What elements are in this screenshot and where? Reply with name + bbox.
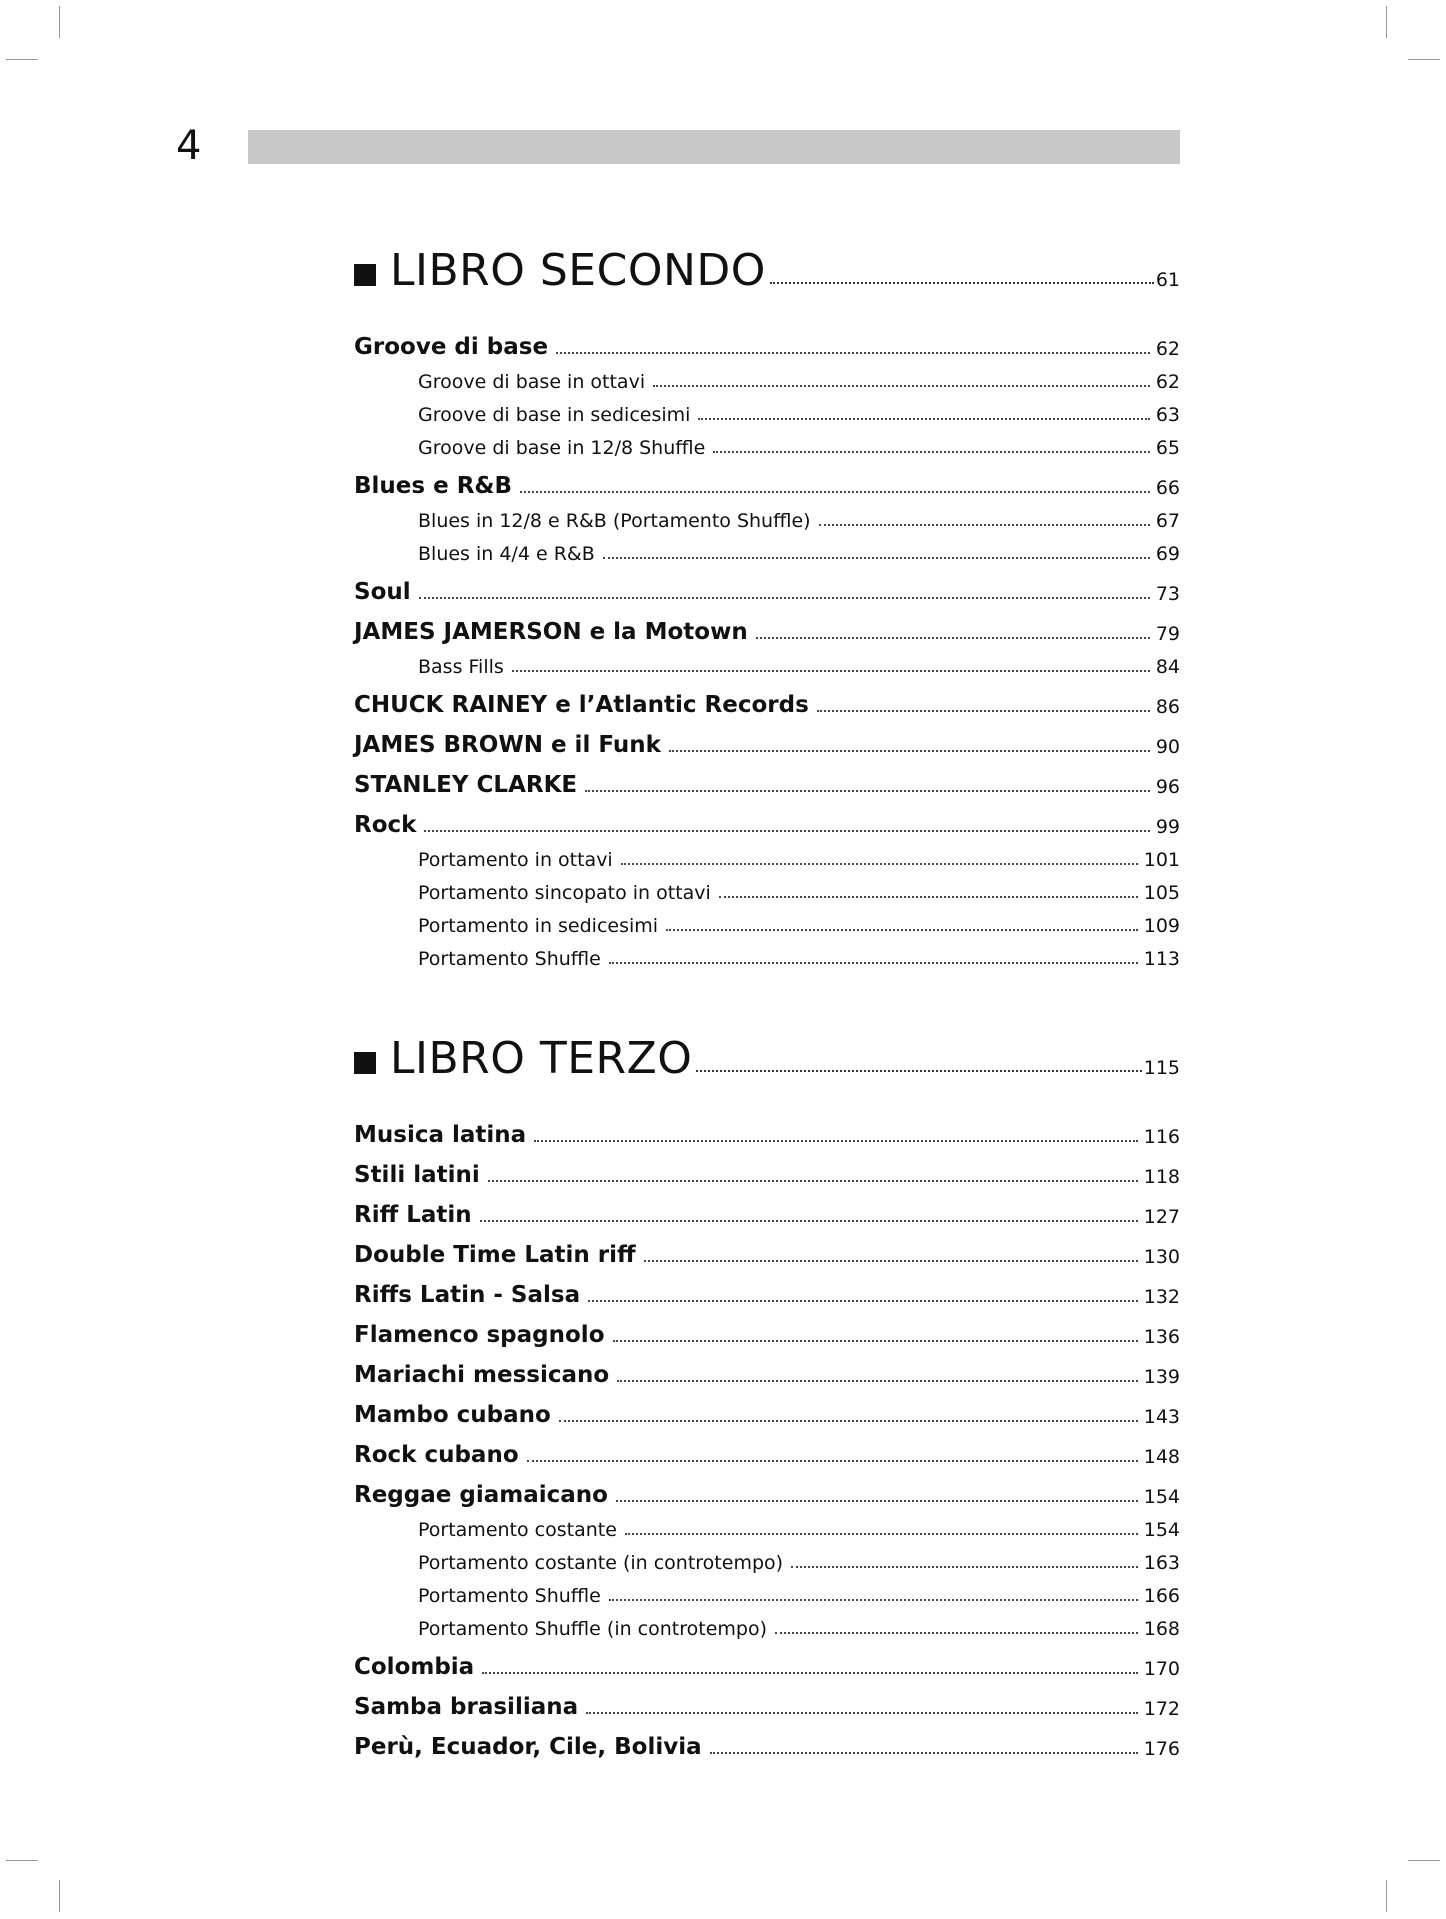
dot-leader [424, 830, 1149, 832]
toc-entry-page: 69 [1155, 543, 1180, 565]
toc-entry-label: Groove di base in 12/8 Shuffle [418, 437, 706, 459]
dot-leader [419, 597, 1150, 599]
dot-leader [586, 1712, 1138, 1714]
toc-entry [354, 1108, 1180, 1148]
header-bar [248, 130, 1180, 164]
toc-section-libro-terzo [354, 1026, 1180, 1760]
toc-entry-label: JAMES BROWN e il Funk [354, 732, 661, 758]
dot-leader [770, 282, 1154, 284]
toc-entry-page: 66 [1155, 477, 1180, 499]
toc-entry-label: Portamento sincopato in ottavi [418, 882, 711, 904]
toc-entry [354, 1428, 1180, 1468]
toc-entry-page: 113 [1143, 948, 1180, 970]
toc-subentry [354, 871, 1180, 904]
toc-entry-label: Riff Latin [354, 1202, 472, 1228]
dot-leader [719, 896, 1138, 898]
toc-entry-label: Colombia [354, 1654, 475, 1680]
toc-entry [354, 718, 1180, 758]
toc-entry-page: 90 [1155, 736, 1180, 758]
toc-entry-label: JAMES JAMERSON e la Motown [354, 619, 748, 645]
dot-leader [480, 1220, 1138, 1222]
toc-entry-page: 96 [1155, 776, 1180, 798]
section-heading [354, 238, 1180, 298]
dot-leader [588, 1300, 1138, 1302]
toc-entry-label: Riffs Latin - Salsa [354, 1282, 581, 1308]
toc-entry-label: Stili latini [354, 1162, 480, 1188]
page-number: 4 [176, 123, 202, 169]
toc-entry-label: Portamento costante (in controtempo) [418, 1552, 784, 1574]
toc-subentry [354, 360, 1180, 393]
toc-entry [354, 1468, 1180, 1508]
toc-entry-label: Musica latina [354, 1122, 527, 1148]
toc-subentry [354, 393, 1180, 426]
dot-leader [710, 1752, 1138, 1754]
toc-entry-label: Bass Fills [418, 656, 504, 678]
toc-entry-page: 139 [1143, 1366, 1180, 1388]
toc-entry-label: Portamento Shuffle [418, 948, 601, 970]
toc-entry-page: 84 [1155, 656, 1180, 678]
toc-entry-label: Portamento Shuffle [418, 1585, 601, 1607]
crop-mark-top-right-h [1408, 59, 1440, 60]
toc-subentry [354, 426, 1180, 459]
section-heading [354, 1026, 1180, 1086]
toc-entry-label: Groove di base in ottavi [418, 371, 646, 393]
dot-leader [621, 863, 1138, 865]
toc-entry-label: CHUCK RAINEY e l’Atlantic Records [354, 692, 809, 718]
crop-mark-top-left-h [6, 59, 38, 60]
toc-entry [354, 1720, 1180, 1760]
toc-entry-label: Rock [354, 812, 417, 838]
toc-entry-page: 143 [1143, 1406, 1180, 1428]
toc-entry-page: 132 [1143, 1286, 1180, 1308]
toc-entry [354, 1188, 1180, 1228]
toc-entry-page: 127 [1143, 1206, 1180, 1228]
toc-subentry [354, 904, 1180, 937]
toc-entry [354, 678, 1180, 718]
dot-leader [585, 790, 1150, 792]
toc-entry-label: Mambo cubano [354, 1402, 551, 1428]
toc-entry-label: Perù, Ecuador, Cile, Bolivia [354, 1734, 702, 1760]
crop-mark-bottom-right-v [1386, 1880, 1387, 1912]
dot-leader [603, 557, 1150, 559]
crop-mark-bottom-right-h [1408, 1860, 1440, 1861]
section-title: LIBRO TERZO [390, 1033, 693, 1084]
dot-leader [613, 1340, 1138, 1342]
toc-entry-label: Rock cubano [354, 1442, 519, 1468]
dot-leader [819, 524, 1150, 526]
toc-entry-label: Reggae giamaicano [354, 1482, 608, 1508]
dot-leader [559, 1420, 1138, 1422]
toc-entry [354, 1228, 1180, 1268]
toc-entry-page: 79 [1155, 623, 1180, 645]
toc-entry-page: 168 [1143, 1618, 1180, 1640]
toc-entry-page: 130 [1143, 1246, 1180, 1268]
dot-leader [609, 962, 1138, 964]
section-page-number: 115 [1143, 1057, 1180, 1079]
crop-mark-bottom-left-h [6, 1860, 38, 1861]
dot-leader [617, 1380, 1138, 1382]
toc-entry-page: 86 [1155, 696, 1180, 718]
dot-leader [527, 1460, 1138, 1462]
toc-entry-page: 99 [1155, 816, 1180, 838]
dot-leader [556, 352, 1150, 354]
toc-entry-page: 101 [1143, 849, 1180, 871]
dot-leader [520, 491, 1150, 493]
toc-entry-label: Soul [354, 579, 411, 605]
toc-entry-label: Portamento Shuffle (in controtempo) [418, 1618, 768, 1640]
toc-entry [354, 1308, 1180, 1348]
dot-leader [791, 1566, 1138, 1568]
toc-entry [354, 1348, 1180, 1388]
toc-entry [354, 798, 1180, 838]
square-bullet-icon [354, 264, 376, 286]
toc-subentry [354, 1541, 1180, 1574]
toc-entry-label: STANLEY CLARKE [354, 772, 578, 798]
toc-subentry [354, 532, 1180, 565]
dot-leader [666, 929, 1138, 931]
toc-subentry [354, 1508, 1180, 1541]
toc-entry-label: Samba brasiliana [354, 1694, 579, 1720]
toc-entry-label: Groove di base [354, 334, 549, 360]
crop-mark-top-left-v [59, 6, 60, 38]
dot-leader [534, 1140, 1138, 1142]
toc-entry-label: Groove di base in sedicesimi [418, 404, 691, 426]
toc-entry-page: 154 [1143, 1486, 1180, 1508]
toc-section-libro-secondo [354, 238, 1180, 970]
dot-leader [609, 1599, 1138, 1601]
toc-entry-page: 63 [1155, 404, 1180, 426]
toc-subentry [354, 838, 1180, 871]
toc-entry-label: Portamento costante [418, 1519, 617, 1541]
toc-entry [354, 1388, 1180, 1428]
dot-leader [488, 1180, 1138, 1182]
square-bullet-icon [354, 1052, 376, 1074]
dot-leader [616, 1500, 1138, 1502]
toc-entry-page: 176 [1143, 1738, 1180, 1760]
toc-entry-label: Portamento in sedicesimi [418, 915, 659, 937]
toc-entry-page: 116 [1143, 1126, 1180, 1148]
toc-entry-page: 170 [1143, 1658, 1180, 1680]
toc-entry [354, 1148, 1180, 1188]
dot-leader [653, 385, 1150, 387]
toc-entry-page: 172 [1143, 1698, 1180, 1720]
toc-entry-page: 105 [1143, 882, 1180, 904]
dot-leader [775, 1632, 1138, 1634]
toc-entry-page: 154 [1143, 1519, 1180, 1541]
dot-leader [482, 1672, 1138, 1674]
toc-entry [354, 1640, 1180, 1680]
toc-subentry [354, 1607, 1180, 1640]
dot-leader [625, 1533, 1138, 1535]
toc-entry-page: 118 [1143, 1166, 1180, 1188]
section-page-number: 61 [1155, 269, 1180, 291]
toc-subentry [354, 499, 1180, 532]
toc-entry-page: 166 [1143, 1585, 1180, 1607]
dot-leader [512, 670, 1150, 672]
toc-entry-page: 73 [1155, 583, 1180, 605]
toc-subentry [354, 645, 1180, 678]
dot-leader [756, 637, 1150, 639]
toc-entry-page: 163 [1143, 1552, 1180, 1574]
toc-entry-page: 148 [1143, 1446, 1180, 1468]
toc-entry-label: Mariachi messicano [354, 1362, 610, 1388]
toc-list [354, 320, 1180, 970]
toc-entry-label: Blues in 4/4 e R&B [418, 543, 595, 565]
toc-entry-label: Double Time Latin riff [354, 1242, 636, 1268]
dot-leader [669, 750, 1150, 752]
toc-entry-label: Blues in 12/8 e R&B (Portamento Shuffle) [418, 510, 811, 532]
crop-mark-bottom-left-v [59, 1880, 60, 1912]
toc-entry [354, 758, 1180, 798]
toc-entry-page: 62 [1155, 338, 1180, 360]
toc-entry-page: 109 [1143, 915, 1180, 937]
toc-list [354, 1108, 1180, 1760]
toc-entry-label: Flamenco spagnolo [354, 1322, 605, 1348]
toc-entry [354, 320, 1180, 360]
dot-leader [644, 1260, 1138, 1262]
toc-entry [354, 459, 1180, 499]
section-title: LIBRO SECONDO [390, 245, 766, 296]
toc-entry-label: Portamento in ottavi [418, 849, 613, 871]
toc-entry [354, 605, 1180, 645]
dot-leader [817, 710, 1150, 712]
toc-entry [354, 565, 1180, 605]
toc-entry-page: 65 [1155, 437, 1180, 459]
toc-entry-page: 67 [1155, 510, 1180, 532]
crop-mark-top-right-v [1386, 6, 1387, 38]
toc-entry [354, 1268, 1180, 1308]
dot-leader [713, 451, 1149, 453]
toc-subentry [354, 937, 1180, 970]
toc-subentry [354, 1574, 1180, 1607]
toc-entry-page: 136 [1143, 1326, 1180, 1348]
dot-leader [698, 418, 1149, 420]
toc-entry [354, 1680, 1180, 1720]
toc-entry-page: 62 [1155, 371, 1180, 393]
toc-entry-label: Blues e R&B [354, 473, 512, 499]
dot-leader [696, 1070, 1141, 1072]
